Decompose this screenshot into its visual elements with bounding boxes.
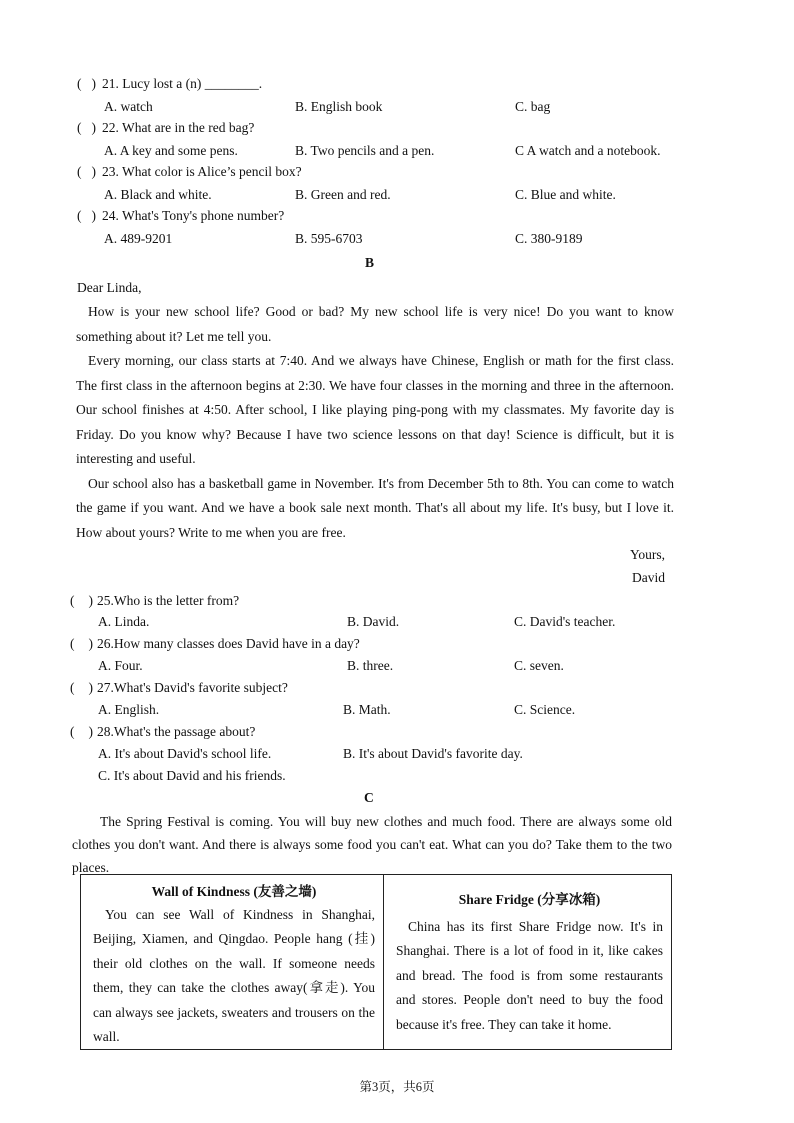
letter-greeting: Dear Linda, xyxy=(77,280,142,295)
close-paren: ) xyxy=(91,164,96,179)
wall-of-kindness-title: Wall of Kindness (友善之墙) xyxy=(151,884,317,899)
option-a: A. watch xyxy=(104,99,153,114)
option-c: C. seven. xyxy=(514,658,564,673)
open-paren: ( xyxy=(77,208,82,223)
option-a: A. Four. xyxy=(98,658,143,673)
section-b-heading: B xyxy=(365,255,375,270)
answer-blank[interactable] xyxy=(77,208,96,224)
option-c: C. Blue and white. xyxy=(515,187,616,202)
section-c-intro-text: The Spring Festival is coming. You will buy new clothes and much food. There are always some old clothes you don't want. And there is always some food you can't eat. What can you do? Take them to the two places. xyxy=(72,814,672,875)
option-a: A. English. xyxy=(98,702,160,717)
option-c: C. Science. xyxy=(514,702,576,717)
option-b: B. 595-6703 xyxy=(295,231,363,246)
answer-blank[interactable] xyxy=(70,680,93,696)
letter-paragraph-3: Our school also has a basketball game in November. It's from December 5th to 8th. You can come to watch the game if you want. And we have a book sale next month. That's all about my life. It's busy, but I love it. How about yours? Write to me when you are free. xyxy=(76,475,674,540)
option-a: A. Linda. xyxy=(98,614,150,629)
section-c-intro xyxy=(72,810,672,879)
share-fridge-text: China has its first Share Fridge now. It's in Shanghai. There is a lot of food in it, like cakes and bread. The food is from some restaurants and stores. People don't need to buy the food because it's free. They can take it home. xyxy=(396,919,663,1032)
letter-paragraph-2: Every morning, our class starts at 7:40. And we always have Chinese, English or math for the first class. The first class in the afternoon begins at 2:30. We have four classes in the morning and three in the afternoon. Our school finishes at 4:50. After school, I like playing ping-pong with my classmates. My favorite day is Friday. Do you know why? Because I have two science lessons on that day! Science is difficult, but it is interesting and useful. xyxy=(76,353,674,466)
question-stem: 23. What color is Alice’s pencil box? xyxy=(102,164,302,179)
option-b: B. David. xyxy=(347,614,400,629)
option-b: B. English book xyxy=(295,99,383,114)
wall-of-kindness-cell xyxy=(81,875,384,1049)
share-fridge-title: Share Fridge (分享冰箱) xyxy=(458,892,601,907)
answer-blank[interactable] xyxy=(70,636,93,652)
option-c: C. David's teacher. xyxy=(514,614,616,629)
letter-signature: David xyxy=(632,570,665,585)
question-stem: 28.What's the passage about? xyxy=(97,724,256,739)
option-a: A. It's about David's school life. xyxy=(98,746,272,761)
question-stem: 22. What are in the red bag? xyxy=(102,120,255,135)
open-paren: ( xyxy=(70,724,75,739)
letter-closing: Yours, xyxy=(630,547,666,562)
page-footer: 第3页，共6页 xyxy=(359,1080,435,1094)
wall-of-kindness-text: You can see Wall of Kindness in Shanghai, Beijing, Xiamen, and Qingdao. People hang (挂) their old clothes on the wall. If someone needs them, they can take the clothes away(拿走). You can always see jackets, sweaters and trousers on the wall. xyxy=(93,907,375,1045)
close-paren: ) xyxy=(88,724,93,739)
answer-blank[interactable] xyxy=(77,164,96,180)
open-paren: ( xyxy=(70,680,75,695)
close-paren: ) xyxy=(91,208,96,223)
open-paren: ( xyxy=(77,76,82,91)
open-paren: ( xyxy=(77,120,82,135)
close-paren: ) xyxy=(88,593,93,608)
open-paren: ( xyxy=(70,593,75,608)
question-stem: 26.How many classes does David have in a day? xyxy=(97,636,360,651)
option-b: B. Green and red. xyxy=(295,187,391,202)
option-b: B. three. xyxy=(347,658,394,673)
question-stem: 27.What's David's favorite subject? xyxy=(97,680,288,695)
option-b: B. It's about David's favorite day. xyxy=(343,746,523,761)
open-paren: ( xyxy=(77,164,82,179)
section-c-heading: C xyxy=(364,790,374,805)
option-c: C. 380-9189 xyxy=(515,231,583,246)
letter-paragraph-1: How is your new school life? Good or bad? My new school life is very nice! Do you want to know something about it? Let me tell you. xyxy=(76,304,674,344)
question-stem: 24. What's Tony's phone number? xyxy=(102,208,285,223)
answer-blank[interactable] xyxy=(70,593,93,609)
open-paren: ( xyxy=(70,636,75,651)
option-a: A. A key and some pens. xyxy=(104,143,238,158)
share-fridge-cell xyxy=(384,875,671,1049)
letter-body xyxy=(76,300,674,545)
option-a: A. 489-9201 xyxy=(104,231,173,246)
close-paren: ) xyxy=(88,680,93,695)
question-stem: 25.Who is the letter from? xyxy=(97,593,240,608)
close-paren: ) xyxy=(91,120,96,135)
option-c: C. bag xyxy=(515,99,551,114)
option-c: C. It's about David and his friends. xyxy=(98,768,286,783)
answer-blank[interactable] xyxy=(77,120,96,136)
info-table xyxy=(80,874,672,1050)
option-a: A. Black and white. xyxy=(104,187,212,202)
question-stem: 21. Lucy lost a (n) ________. xyxy=(102,76,263,91)
answer-blank[interactable] xyxy=(70,724,93,740)
option-b: B. Math. xyxy=(343,702,391,717)
option-b: B. Two pencils and a pen. xyxy=(295,143,435,158)
close-paren: ) xyxy=(88,636,93,651)
answer-blank[interactable] xyxy=(77,76,96,92)
close-paren: ) xyxy=(91,76,96,91)
option-c: C A watch and a notebook. xyxy=(515,143,661,158)
